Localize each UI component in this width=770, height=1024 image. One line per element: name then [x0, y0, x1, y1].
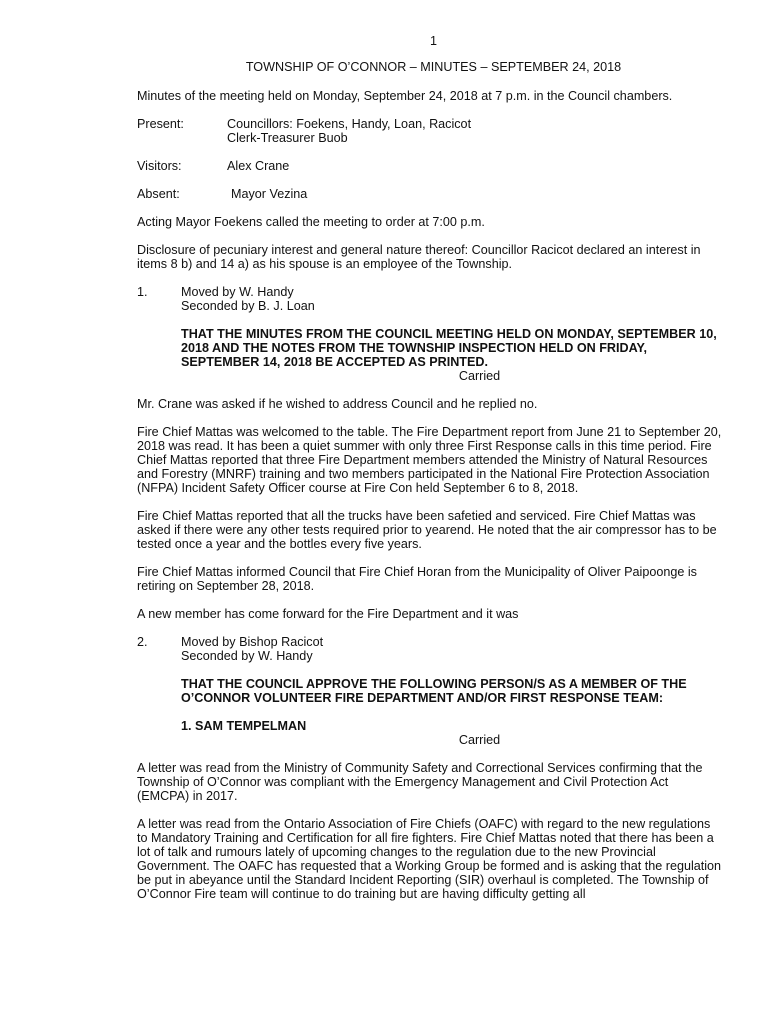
- motion-1-seconded: Seconded by B. J. Loan: [181, 299, 315, 313]
- motion-2: [137, 635, 722, 663]
- motion-1-resolution: THAT THE MINUTES FROM THE COUNCIL MEETING HELD ON MONDAY, SEPTEMBER 10, 2018 AND THE NOTES FROM THE TOWNSHIP INSPECTION HELD ON FRIDAY, SEPTEMBER 14, 2018 BE ACCEPTED AS PRINTED.: [181, 327, 717, 369]
- absent-label: Absent:: [137, 187, 180, 201]
- absent-value: Mayor Vezina: [231, 187, 308, 201]
- motion-2-number: 2.: [137, 635, 148, 649]
- disclosure-paragraph: Disclosure of pecuniary interest and general nature thereof: Councillor Racicot declared an interest in items 8 b) and 14 a) as his spouse is an employee of the Township.: [137, 243, 701, 271]
- motion-2-seconded: Seconded by W. Handy: [181, 649, 313, 663]
- present-clerk: Clerk-Treasurer Buob: [227, 131, 348, 145]
- absent-row: [137, 187, 722, 201]
- motion-2-result: Carried: [458, 733, 501, 747]
- motion-2-resolution: THAT THE COUNCIL APPROVE THE FOLLOWING PERSON/S AS A MEMBER OF THE O’CONNOR VOLUNTEER FIRE DEPARTMENT AND/OR FIRST RESPONSE TEAM:: [181, 677, 687, 705]
- motion-2-movers: [181, 635, 323, 663]
- motion-2-moved: Moved by Bishop Racicot: [181, 635, 324, 649]
- paragraph-new-member: A new member has come forward for the Fire Department and it was: [137, 607, 519, 621]
- motion-2-member: 1. SAM TEMPELMAN: [181, 719, 307, 733]
- motion-1: [137, 285, 722, 313]
- visitors-row: [137, 159, 722, 173]
- visitors-value: Alex Crane: [227, 159, 290, 173]
- paragraph-emcpa-letter: A letter was read from the Ministry of Community Safety and Correctional Services confirming that the Township of O’Connor was compliant with the Emergency Management and Civil Protection Act (EMCPA) in 2017.: [137, 761, 703, 803]
- motion-1-number: 1.: [137, 285, 148, 299]
- present-councillors: Councillors: Foekens, Handy, Loan, Racicot: [227, 117, 472, 131]
- visitors-label: Visitors:: [137, 159, 182, 173]
- page-number: 1: [429, 34, 437, 48]
- page-title: TOWNSHIP OF O’CONNOR – MINUTES – SEPTEMBER 24, 2018: [245, 60, 622, 74]
- paragraph-fire-report: Fire Chief Mattas was welcomed to the table. The Fire Department report from June 21 to September 20, 2018 was read. It has been a quiet summer with only three First Response calls in this time period. Fire Chief Mattas reported that three Fire Department members attended the Ministry of Natural Resources and Forestry (MNRF) training and two members participated in the National Fire Protection Association (NFPA) Incident Safety Officer course at Fire Con held September 6 to 8, 2018.: [137, 425, 722, 495]
- motion-1-movers: [181, 285, 315, 313]
- call-to-order: Acting Mayor Foekens called the meeting to order at 7:00 p.m.: [137, 215, 485, 229]
- motion-1-result: Carried: [458, 369, 501, 383]
- paragraph-retirement: Fire Chief Mattas informed Council that Fire Chief Horan from the Municipality of Oliver Paipoonge is retiring on September 28, 2018.: [137, 565, 697, 593]
- present-value: [227, 117, 471, 145]
- intro-paragraph: Minutes of the meeting held on Monday, September 24, 2018 at 7 p.m. in the Council chambers.: [137, 89, 673, 103]
- present-label: Present:: [137, 117, 184, 131]
- present-row: [137, 117, 722, 145]
- paragraph-oafc-letter: A letter was read from the Ontario Association of Fire Chiefs (OAFC) with regard to the new regulations to Mandatory Training and Certification for all fire fighters. Fire Chief Mattas noted that there has been a lot of talk and rumours lately of upcoming changes to the regulation due to the new Provincial Government. The OAFC has requested that a Working Group be formed and is asking that the regulation be put in abeyance until the Standard Incident Reporting (SIR) overhaul is completed. The Township of O’Connor Fire team will continue to do training but are having difficulty getting all: [137, 817, 722, 901]
- paragraph-crane: Mr. Crane was asked if he wished to address Council and he replied no.: [137, 397, 538, 411]
- motion-1-moved: Moved by W. Handy: [181, 285, 294, 299]
- paragraph-trucks: Fire Chief Mattas reported that all the trucks have been safetied and serviced. Fire Chief Mattas was asked if there were any other tests required prior to yearend. He noted that the air compressor has to be tested once a year and the bottles every five years.: [137, 509, 717, 551]
